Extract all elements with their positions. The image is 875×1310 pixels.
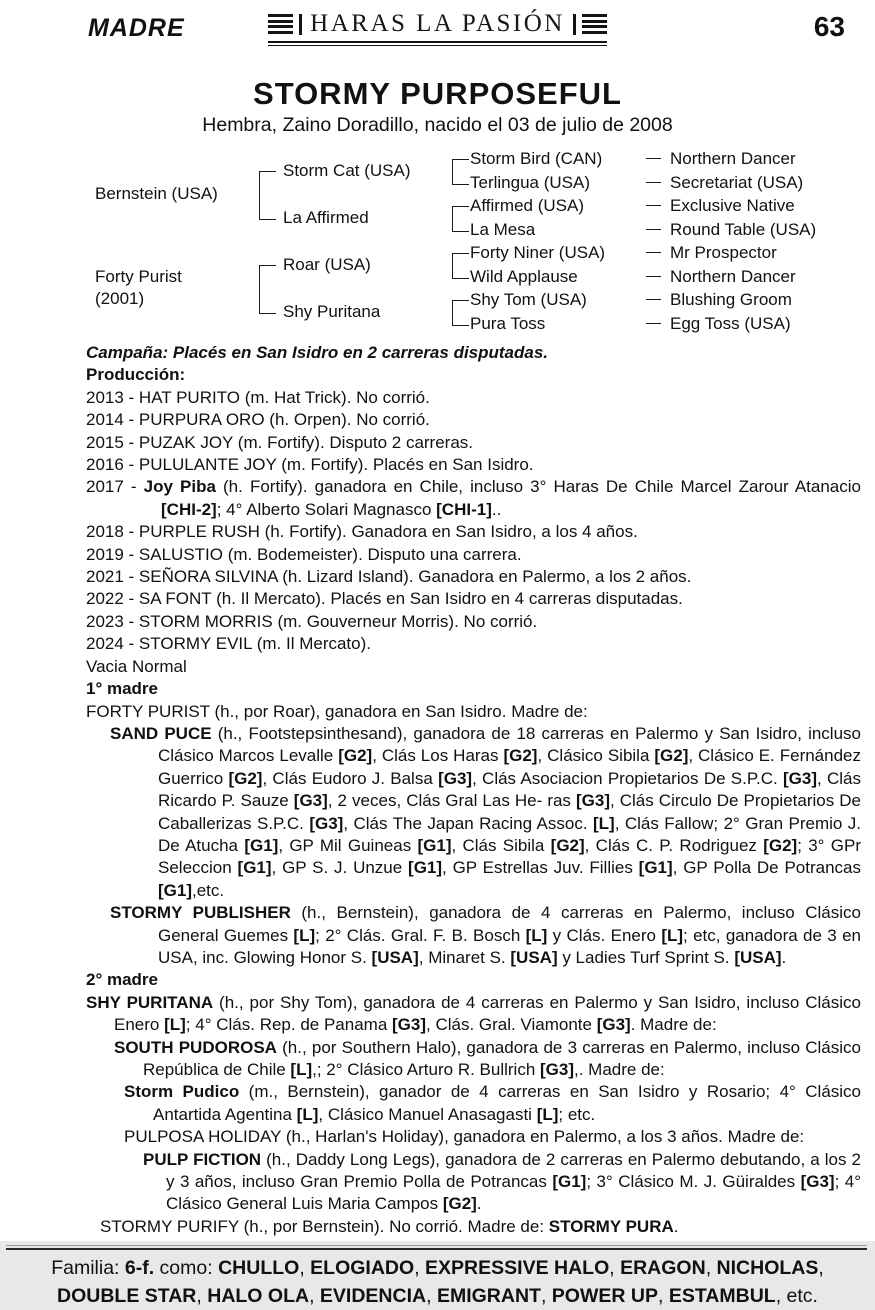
dam-paragraph: STORMY PURIFY (h., por Bernstein). No corrió. Madre de: STORMY PURA. [100, 1216, 679, 1236]
production-list [86, 387, 861, 656]
campaign-line: Campaña: Placés en San Isidro en 2 carreras disputadas. [86, 343, 549, 362]
dash-icon [646, 276, 661, 277]
pedigree-entry: Roar (USA) [283, 254, 371, 274]
second-dam-heading: 2° madre [86, 970, 159, 990]
madre-label: MADRE [88, 14, 185, 42]
dash-icon [646, 205, 661, 206]
dam-paragraph: FORTY PURIST (h., por Roar), ganadora en San Isidro. Madre de: [86, 701, 588, 721]
pedigree-entry: Pura Toss [470, 313, 546, 333]
pedigree-entry: Blushing Groom [646, 289, 792, 311]
dam-paragraph: Storm Pudico (m., Bernstein), ganador de 4 carreras en San Isidro y Rosario; 4° Clásico Antartida Agentina [L], Clásico Manuel Anasagasti [L]; etc. [124, 1082, 861, 1124]
dam-paragraph: SAND PUCE (h., Footstepsinthesand), ganadora de 18 carreras en Palermo y San Isidro, incluso Clásico Marcos Levalle [G2], Clás Los Haras [G2], Clásico Sibila [G2], Clásico E. Fernández Guerrico [G2], Clás Eudoro J. Balsa [G3], Clás Asociacion Propietarios De S.P.C. [G3], Clás Ricardo P. Sauze [G3], 2 veces, Clás Gral Las He- ras [G3], Clás Circulo De Propietarios De Caballerizas S.P.C. [G3], Clás The Japan Racing Assoc. [L], Clás Fallow; 2° Gran Premio J. De Atucha [G1], GP Mil Guineas [G1], Clás Sibila [G2], Clás C. P. Rodriguez [G2]; 3° GPr Seleccion [G1], GP S. J. Unzue [G1], GP Estrellas Juv. Fillies [G1], GP Polla De Potrancas [G1],etc. [110, 723, 862, 900]
dash-icon [646, 229, 661, 230]
dam-paragraph: SHY PURITANA (h., por Shy Tom), ganadora de 4 carreras en Palermo y San Isidro, incluso Clásico Enero [L]; 4° Clás. Rep. de Panama [G3], Clás. Gral. Viamonte [G3]. Madre de: [86, 992, 861, 1035]
pedigree-bracket [259, 171, 276, 220]
dash-icon [646, 158, 661, 159]
pedigree-entry: Bernstein (USA) [95, 184, 218, 204]
production-item: 2022 - SA FONT (h. Il Mercato). Placés en San Isidro en 4 carreras disputadas. [86, 589, 683, 609]
pedigree-entry: La Affirmed [283, 207, 369, 227]
pedigree-entry: Northern Dancer [646, 266, 796, 288]
production-item: 2024 - STORMY EVIL (m. Il Mercato). [86, 634, 371, 654]
pedigree-entry: Mr Prospector [646, 242, 777, 264]
first-dam-heading: 1° madre [86, 679, 159, 699]
pedigree-entry: Forty Purist (2001) [95, 266, 182, 309]
brand-divider-left-icon [299, 14, 302, 35]
brand-underline [268, 41, 607, 46]
family-separator-rule [6, 1245, 867, 1250]
production-item: 2021 - SEÑORA SILVINA (h. Lizard Island). Ganadora en Palermo, a los 2 años. [86, 567, 692, 587]
brand-logo [268, 10, 607, 46]
pedigree-entry: Storm Cat (USA) [283, 160, 411, 180]
pedigree-entry: Shy Puritana [283, 301, 381, 321]
mare-status: Vacia Normal [86, 656, 187, 676]
pedigree-entry: Affirmed (USA) [470, 196, 584, 215]
pedigree-entry: La Mesa [470, 219, 536, 239]
brand-divider-right-icon [573, 14, 576, 35]
pedigree-bracket [452, 159, 469, 185]
body-text [86, 342, 861, 1238]
horse-subtitle: Hembra, Zaino Doradillo, nacido el 03 de julio de 2008 [202, 114, 673, 136]
dam-paragraph: STORMY PUBLISHER (h., Bernstein), ganadora de 4 carreras en Palermo, incluso Clásico General Guemes [L]; 2° Clás. Gral. F. B. Bosch [L] y Clás. Enero [L]; etc, ganadora de 3 en USA, inc. Glowing Honor S. [USA], Minaret S. [USA] y Ladies Turf Sprint S. [USA]. [110, 903, 861, 967]
family-note: Familia: 6-f. como: CHULLO, ELOGIADO, EXPRESSIVE HALO, ERAGON, NICHOLAS, DOUBLE STAR, HALO OLA, EVIDENCIA, EMIGRANT, POWER UP, ESTAMBUL, etc. [51, 1257, 824, 1307]
pedigree-entry: Forty Niner (USA) [470, 243, 606, 262]
dash-icon [646, 323, 661, 324]
page-number: 63 [813, 11, 845, 42]
brand-bars-left-icon [268, 12, 293, 37]
pedigree-entry: Wild Applause [470, 266, 578, 286]
brand-row [268, 10, 607, 38]
pedigree-bracket [452, 253, 469, 279]
dash-icon [646, 299, 661, 300]
production-heading: Producción: [86, 365, 186, 385]
production-item: 2013 - HAT PURITO (m. Hat Trick). No corrió. [86, 387, 430, 407]
pedigree-entry: Shy Tom (USA) [470, 290, 587, 309]
pedigree-entry: Egg Toss (USA) [646, 313, 791, 335]
pedigree-bracket [259, 265, 276, 314]
dash-icon [646, 252, 661, 253]
second-dam-section [86, 992, 861, 1238]
pedigree-entry: Storm Bird (CAN) [470, 149, 603, 168]
horse-title: STORMY PURPOSEFUL [253, 76, 622, 111]
production-item: 2017 - Joy Piba (h. Fortify). ganadora en Chile, incluso 3° Haras De Chile Marcel Zarour Atanacio [CHI-2]; 4° Alberto Solari Magnasco [CHI-1].. [86, 477, 861, 519]
dam-paragraph: SOUTH PUDOROSA (h., por Southern Halo), ganadora de 3 carreras en Palermo, incluso Clásico República de Chile [L],; 2° Clásico Arturo R. Bullrich [G3],. Madre de: [114, 1037, 861, 1079]
brand-text: HARAS LA PASIÓN [310, 10, 565, 37]
dam-paragraph: PULP FICTION (h., Daddy Long Legs), ganadora de 2 carreras en Palermo debutando, a los 2 y 3 años, incluso Gran Premio Polla de Potrancas [G1]; 3° Clásico M. J. Güiraldes [G3]; 4° Clásico General Luis Maria Campos [G2]. [143, 1149, 861, 1214]
brand-bars-right-icon [582, 12, 607, 37]
pedigree-entry: Exclusive Native [646, 195, 795, 217]
pedigree-entry: Terlingua (USA) [470, 172, 590, 192]
pedigree-entry: Secretariat (USA) [646, 172, 803, 194]
dash-icon [646, 182, 661, 183]
pedigree-entry: Round Table (USA) [646, 219, 816, 241]
production-item: 2016 - PULULANTE JOY (m. Fortify). Placés en San Isidro. [86, 455, 534, 475]
production-item: 2015 - PUZAK JOY (m. Fortify). Disputo 2 carreras. [86, 432, 474, 452]
pedigree-entry: Northern Dancer [646, 148, 796, 170]
production-item: 2014 - PURPURA ORO (h. Orpen). No corrió. [86, 410, 430, 430]
production-item: 2023 - STORM MORRIS (m. Gouverneur Morris). No corrió. [86, 611, 538, 631]
production-item: 2018 - PURPLE RUSH (h. Fortify). Ganadora en San Isidro, a los 4 años. [86, 522, 638, 542]
production-item: 2019 - SALUSTIO (m. Bodemeister). Disputo una carrera. [86, 544, 522, 564]
pedigree-bracket [452, 300, 469, 326]
first-dam-section [86, 701, 861, 970]
dam-paragraph: PULPOSA HOLIDAY (h., Harlan's Holiday), ganadora en Palermo, a los 3 años. Madre de: [124, 1127, 805, 1147]
pedigree-table [0, 144, 875, 338]
pedigree-bracket [452, 206, 469, 232]
page-header [0, 0, 875, 68]
